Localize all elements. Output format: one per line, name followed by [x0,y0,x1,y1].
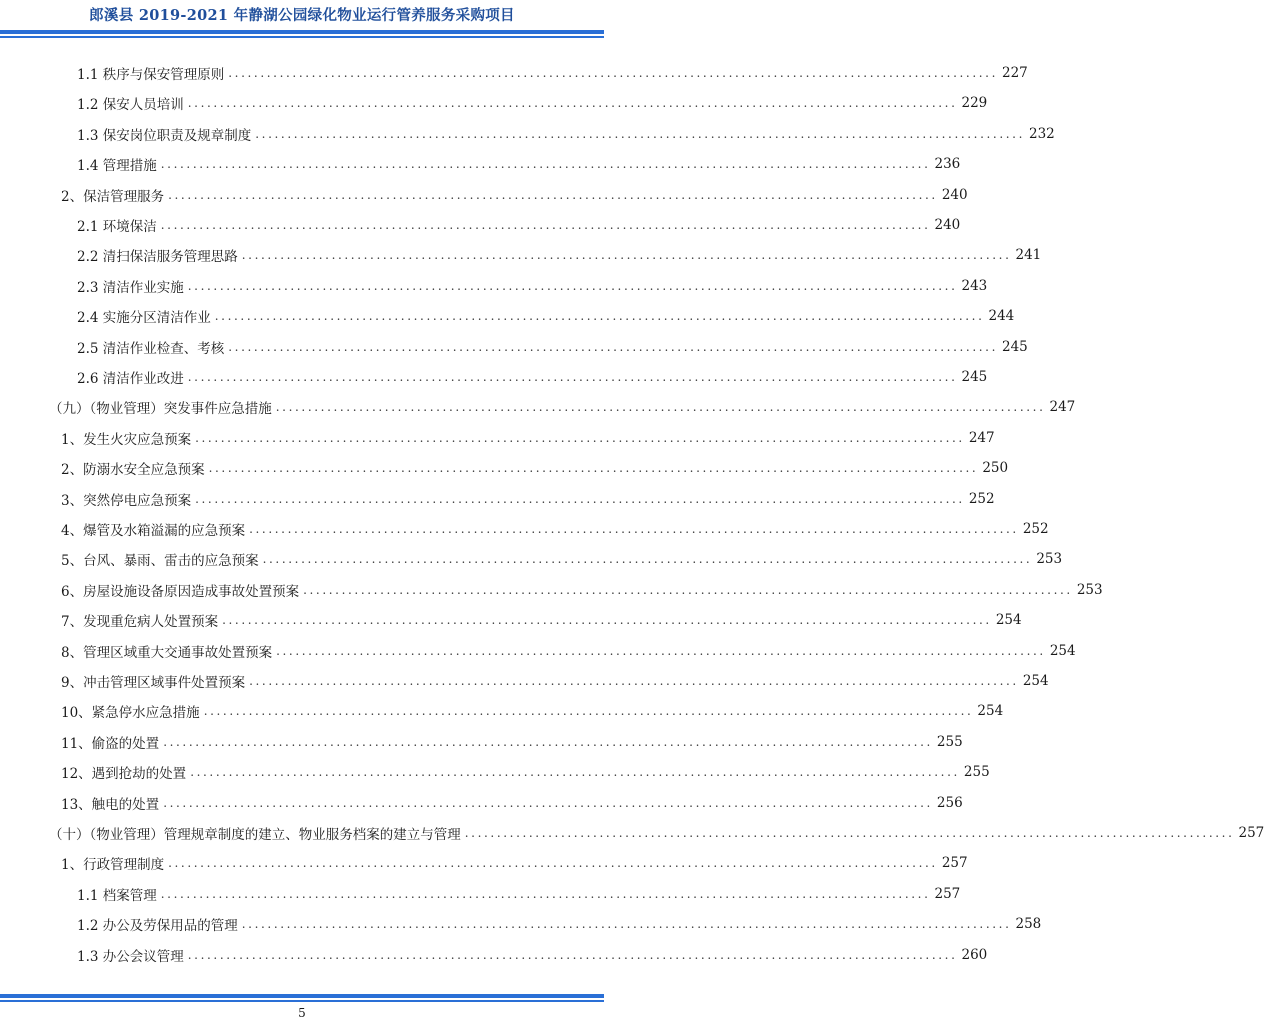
toc-leader-dots: ........................................................................................................................ [203,704,974,719]
toc-entry-title: 1.2 保安人员培训 [77,97,184,114]
toc-entry-title: 7、发现重危病人处置预案 [61,614,219,631]
toc-entry-page: 257 [934,885,961,902]
toc-leader-dots: ........................................................................................................................ [241,248,1012,263]
toc-entry-title: 1、行政管理制度 [61,857,165,874]
footer-rule-thin [0,1000,604,1002]
toc-entry-title: 5、台风、暴雨、雷击的应急预案 [61,553,259,570]
toc-leader-dots: ........................................................................................................................ [163,795,933,810]
toc-leader-dots: ........................................................................................................................ [168,856,938,871]
toc-entry[interactable] [77,210,961,240]
toc-entry-title: （九）（物业管理）突发事件应急措施 [49,401,272,418]
toc-entry-title: （十）（物业管理）管理规章制度的建立、物业服务档案的建立与管理 [49,827,461,843]
toc-entry[interactable] [77,240,1042,270]
toc-entry[interactable] [77,88,988,118]
toc-entry-page: 241 [1015,247,1042,264]
toc-entry-page: 255 [936,733,963,750]
toc-entry-title: 6、房屋设施设备原因造成事故处置预案 [61,583,300,600]
toc-entry-title: 2.2 清扫保洁服务管理思路 [77,249,238,266]
document-title: 郎溪县 2019-2021 年静湖公园绿化物业运行管养服务采购项目 [89,7,515,24]
toc-leader-dots: ........................................................................................................................ [214,309,985,324]
toc-entry[interactable] [61,453,1009,483]
toc-entry[interactable] [61,605,1022,635]
toc-entry[interactable] [61,696,1004,726]
toc-entry[interactable] [77,940,988,970]
toc-entry[interactable] [49,392,1076,422]
toc-leader-dots: ........................................................................................................................ [262,552,1033,567]
toc-entry[interactable] [77,332,1028,362]
toc-leader-dots: ........................................................................................................................ [255,126,1025,141]
toc-entry-page: 232 [1029,125,1055,142]
toc-entry[interactable] [61,575,1103,605]
toc-entry-title: 1.1 秩序与保安管理原则 [77,67,225,83]
toc-entry[interactable] [61,423,995,453]
toc-entry[interactable] [61,636,1076,666]
toc-leader-dots: ........................................................................................................................ [160,157,931,172]
toc-entry[interactable] [61,788,963,818]
toc-entry-title: 1.3 办公会议管理 [77,948,184,965]
toc-leader-dots: ........................................................................................................................ [249,522,1019,536]
toc-entry-page: 227 [1002,65,1028,81]
toc-entry[interactable] [61,666,1049,696]
toc-entry[interactable] [61,848,968,878]
toc-entry-page: 254 [977,703,1004,720]
toc-entry[interactable] [49,818,1264,848]
toc-entry[interactable] [77,362,988,392]
toc-entry-page: 253 [1036,551,1063,568]
toc-entry-page: 245 [1002,338,1028,355]
toc-entry-page: 247 [968,429,995,446]
toc-entry-page: 260 [961,946,988,963]
toc-leader-dots: ........................................................................................................................ [187,370,958,384]
toc-entry[interactable] [77,58,1028,88]
toc-entry[interactable] [77,879,961,909]
page-number: 5 [298,1006,306,1020]
toc-entry-title: 2.4 实施分区清洁作业 [77,310,211,327]
toc-entry-page: 245 [961,369,988,385]
toc-entry-page: 258 [1015,916,1042,933]
toc-leader-dots: ........................................................................................................................ [208,461,979,476]
toc-entry-page: 254 [1022,673,1049,689]
toc-entry-page: 252 [968,490,995,507]
toc-entry-title: 9、冲击管理区域事件处置预案 [61,675,246,691]
toc-entry-title: 1.4 管理措施 [77,158,157,175]
toc-entry[interactable] [61,757,990,787]
toc-entry-page: 250 [982,460,1009,477]
toc-entry-title: 11、偷盗的处置 [61,735,160,752]
toc-entry-title: 10、紧急停水应急措施 [61,705,200,722]
toc-leader-dots: ........................................................................................................................ [163,734,933,749]
toc-entry[interactable] [61,544,1063,574]
toc-leader-dots: ........................................................................................................................ [187,947,958,962]
toc-entry-title: 2.6 清洁作业改进 [77,371,184,387]
toc-leader-dots: ........................................................................................................................ [190,765,960,780]
toc-entry-page: 254 [995,612,1022,629]
toc-leader-dots: ........................................................................................................................ [228,339,998,354]
toc-entry-page: 257 [941,855,968,872]
toc-entry[interactable] [61,484,995,514]
toc-leader-dots: ........................................................................................................................ [228,66,998,80]
page-header [0,0,604,40]
toc-leader-dots: ........................................................................................................................ [222,613,992,628]
footer-rule-thick [0,994,604,998]
toc-entry-title: 4、爆管及水箱溢漏的应急预案 [61,523,246,539]
toc-entry[interactable] [61,514,1049,544]
toc-entry-page: 240 [941,186,968,203]
toc-entry-page: 240 [934,217,961,233]
toc-entry-title: 1.3 保安岗位职责及规章制度 [77,127,252,144]
toc-entry-title: 13、触电的处置 [61,796,160,813]
toc-leader-dots: ........................................................................................................................ [187,96,958,111]
toc-entry[interactable] [77,909,1042,939]
toc-entry-title: 2.1 环境保洁 [77,219,157,235]
header-rule-thin [0,36,604,38]
toc-entry[interactable] [77,119,1055,149]
header-rule-thick [0,30,604,34]
toc-entry-page: 254 [1049,642,1076,659]
toc-entry[interactable] [77,149,961,179]
toc-entry-page: 229 [961,95,988,112]
toc-leader-dots: ........................................................................................................................ [303,582,1073,597]
toc-entry[interactable] [77,271,988,301]
toc-entry-title: 3、突然停电应急预案 [61,492,192,509]
toc-leader-dots: ........................................................................................................................ [249,674,1019,688]
toc-leader-dots: ........................................................................................................................ [168,187,938,202]
toc-entry-title: 2、防溺水安全应急预案 [61,462,205,479]
toc-leader-dots: ........................................................................................................................ [464,826,1235,840]
toc-entry-page: 243 [961,277,988,294]
toc-entry-title: 2、保洁管理服务 [61,188,165,205]
toc-entry-page: 244 [988,308,1015,325]
toc-entry-page: 256 [936,794,963,811]
toc-entry-title: 12、遇到抢劫的处置 [61,766,187,783]
toc-leader-dots: ........................................................................................................................ [195,491,965,506]
toc-entry-page: 255 [963,764,990,781]
toc-entry[interactable] [77,301,1015,331]
toc-entry-title: 1.1 档案管理 [77,887,157,904]
toc-leader-dots: ........................................................................................................................ [276,643,1046,658]
toc-leader-dots: ........................................................................................................................ [275,400,1046,415]
toc-entry-page: 257 [1238,825,1264,841]
toc-leader-dots: ........................................................................................................................ [241,917,1012,932]
toc-leader-dots: ........................................................................................................................ [160,886,931,901]
toc-leader-dots: ........................................................................................................................ [160,218,931,232]
toc-entry-page: 253 [1076,581,1103,598]
toc-entry-title: 2.3 清洁作业实施 [77,279,184,296]
toc-entry[interactable] [61,727,963,757]
toc-leader-dots: ........................................................................................................................ [187,278,958,293]
toc-entry[interactable] [61,180,968,210]
toc-entry-title: 1、发生火灾应急预案 [61,431,192,448]
toc-entry-page: 252 [1022,521,1049,537]
toc-entry-page: 247 [1049,399,1076,416]
toc-leader-dots: ........................................................................................................................ [195,430,965,445]
toc-entry-title: 8、管理区域重大交通事故处置预案 [61,644,273,661]
toc-entry-title: 1.2 办公及劳保用品的管理 [77,918,238,935]
toc-entry-title: 2.5 清洁作业检查、考核 [77,340,225,357]
toc-entry-page: 236 [934,156,961,173]
